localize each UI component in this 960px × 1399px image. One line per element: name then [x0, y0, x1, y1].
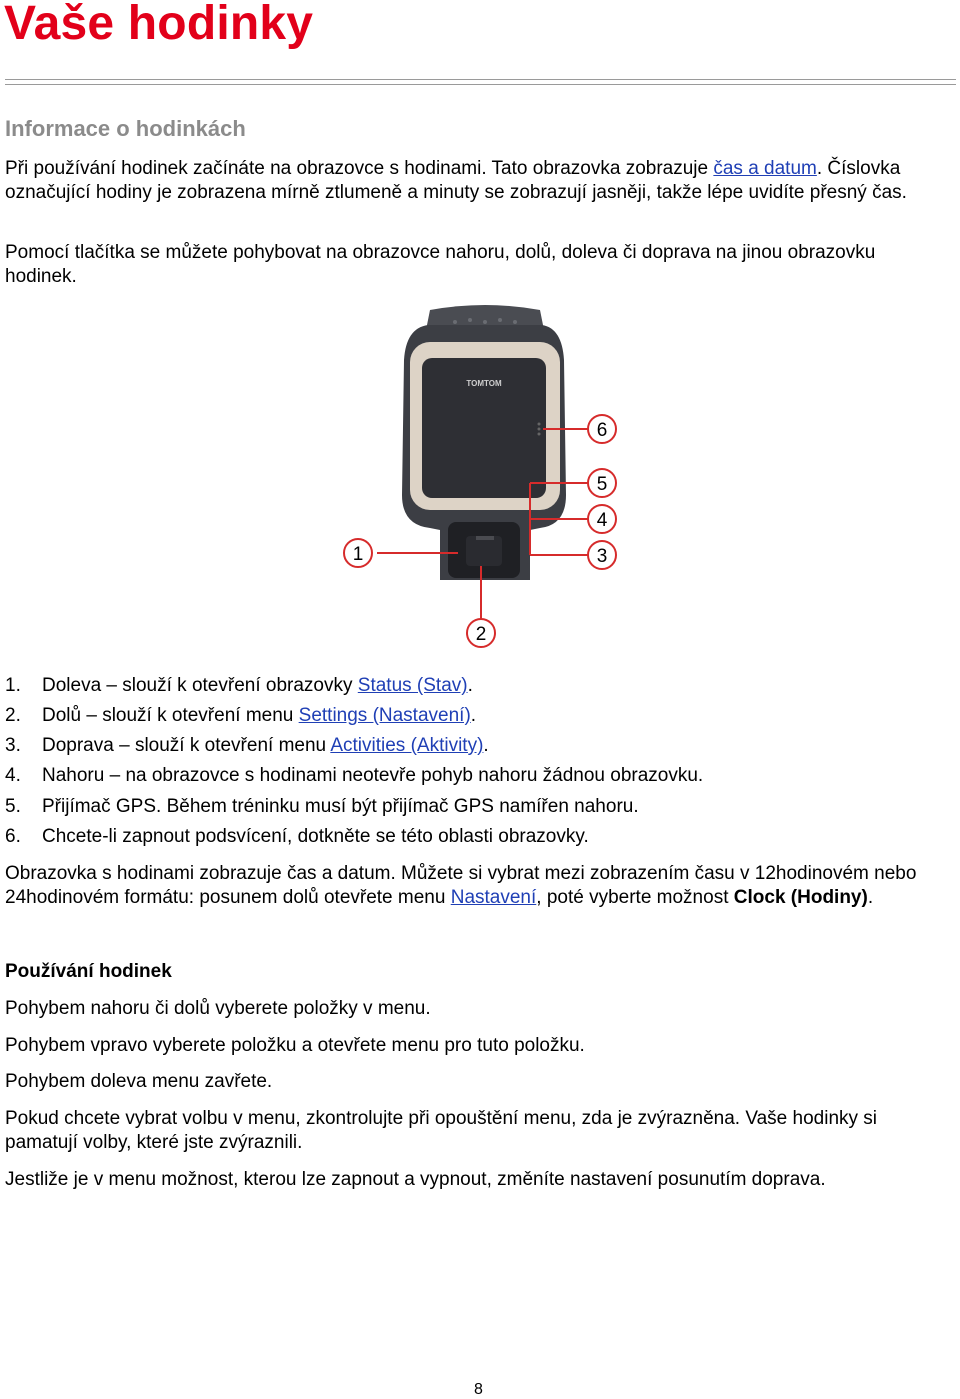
list-item: 1. Doleva – slouží k otevření obrazovky Status (Stav). [5, 675, 473, 696]
callout-label-6: 6 [596, 420, 608, 441]
usage-paragraph: Pokud chcete vybrat volbu v menu, zkontrolujte při opouštění menu, zda je zvýrazněna. Vaše hodinky si pamatují volby, které jste zvýraznili. [5, 1108, 878, 1153]
usage-paragraph: Pohybem doleva menu zavřete. [5, 1071, 273, 1092]
callout-label-4: 4 [596, 510, 608, 531]
watch-diagram [330, 300, 640, 655]
settings-link[interactable]: Settings (Nastavení) [298, 705, 471, 726]
header-rule [5, 79, 956, 80]
callout-label-2: 2 [475, 624, 487, 645]
usage-paragraph: Pohybem vpravo vyberete položku a otevřete menu pro tuto položku. [5, 1035, 585, 1056]
usage-paragraph: Jestliže je v menu možnost, kterou lze zapnout a vypnout, změníte nastavení posunutím doprava. [5, 1169, 826, 1190]
status-link[interactable]: Status (Stav) [357, 675, 468, 696]
section-title: Informace o hodinkách [5, 116, 246, 141]
page-number: 8 [474, 1381, 483, 1398]
usage-heading: Používání hodinek [5, 961, 172, 982]
buttons-paragraph: Pomocí tlačítka se můžete pohybovat na obrazovce nahoru, dolů, doleva či doprava na jinou obrazovku hodinek. [5, 242, 876, 287]
usage-paragraph: Pohybem nahoru či dolů vyberete položky v menu. [5, 998, 431, 1019]
page-title: Vaše hodinky [4, 0, 314, 50]
time-date-link[interactable]: čas a datum [713, 158, 817, 179]
brand-label: TOMTOM [466, 379, 502, 388]
list-item: 4. Nahoru – na obrazovce s hodinami neotevře pohyb nahoru žádnou obrazovku. [5, 765, 704, 786]
callout-label-5: 5 [596, 474, 608, 495]
callout-label-1: 1 [352, 544, 364, 565]
list-item: 5. Přijímač GPS. Během tréninku musí být přijímač GPS namířen nahoru. [5, 796, 639, 817]
header-rule-secondary [5, 84, 956, 85]
nastaveni-link[interactable]: Nastavení [450, 887, 537, 908]
intro-paragraph: Při používání hodinek začínáte na obrazovce s hodinami. Tato obrazovka zobrazuje čas a datum. Číslovka označující hodiny je zobrazena mírně ztlumeně a minuty se zobrazují jasněji, takže lépe uvidíte přesný čas. [5, 158, 907, 203]
list-item: 3. Doprava – slouží k otevření menu Activities (Aktivity). [5, 735, 489, 756]
list-item: 2. Dolů – slouží k otevření menu Settings (Nastavení). [5, 705, 477, 726]
clock-paragraph: Obrazovka s hodinami zobrazuje čas a datum. Můžete si vybrat mezi zobrazením času v 12hodinovém nebo 24hodinovém formátu: posunem dolů otevřete menu Nastavení, poté vyberte možnost Clock (Hodiny). [5, 863, 917, 908]
callout-label-3: 3 [596, 546, 608, 567]
list-item: 6. Chcete-li zapnout podsvícení, dotkněte se této oblasti obrazovky. [5, 826, 589, 847]
activities-link[interactable]: Activities (Aktivity) [330, 735, 484, 756]
